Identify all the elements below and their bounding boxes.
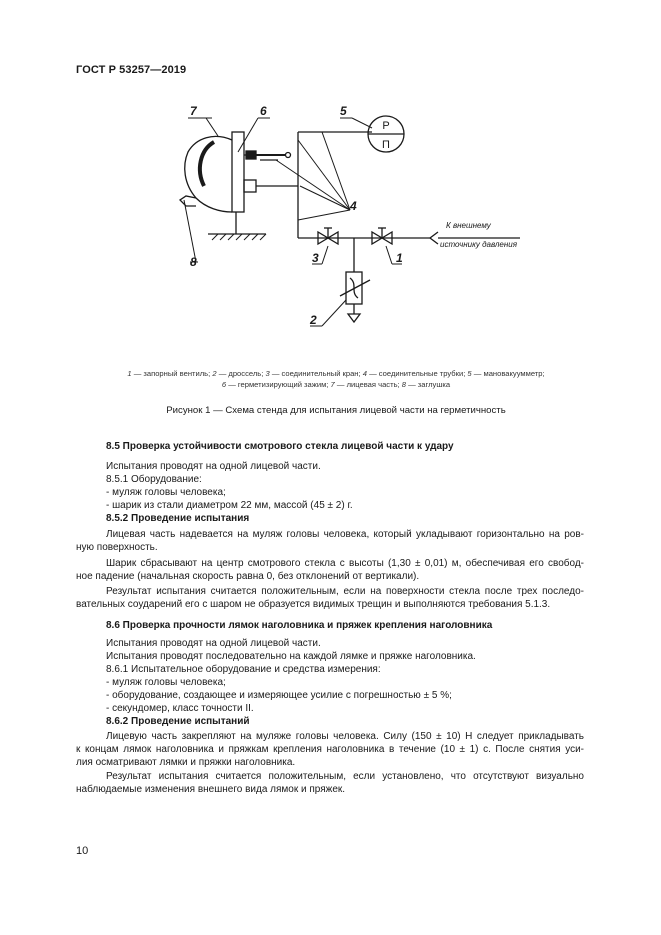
s86-p9a: Результат испытания считается положительным, если установлено, что отсутствуют визуально	[106, 771, 584, 782]
face-part-visor	[200, 142, 214, 186]
s86-p2: Испытания проводят последовательно на каждой лямке и пряжке наголовника.	[106, 651, 476, 662]
s86-p5: - оборудование, создающее и измеряющее усилие с погрешностью ± 5 %;	[106, 690, 452, 701]
s86-p1: Испытания проводят на одной лицевой части.	[106, 638, 321, 649]
label-8: 8	[190, 255, 197, 269]
page-number: 10	[76, 845, 89, 857]
label-2: 2	[310, 313, 317, 327]
label-7: 7	[190, 104, 197, 118]
s86-p6: - секундомер, класс точности II.	[106, 703, 254, 714]
source-label-2: источнику давления	[440, 240, 517, 249]
s86-subtitle: 8.6.2 Проведение испытаний	[106, 716, 250, 727]
label-6: 6	[260, 104, 267, 118]
s85-p2: 8.5.1 Оборудование:	[106, 474, 202, 485]
figure-legend-line-2: 6 — герметизирующий зажим; 7 — лицевая часть; 8 — заглушка	[221, 380, 451, 389]
s85-p8a: Результат испытания считается положительным, если на поверхности стекла после трех последо-	[106, 586, 584, 597]
section-8-6-title: 8.6 Проверка прочности лямок наголовника и пряжек крепления наголовника	[106, 620, 493, 631]
s85-p4: - шарик из стали диаметром 22 мм, массой (45 ± 2) г.	[106, 500, 353, 511]
section-8-5-title: 8.5 Проверка устойчивости смотрового стекла лицевой части к удару	[106, 441, 454, 452]
s85-p7b: ное падение (начальная скорость равна 0, без отклонений от вертикали).	[76, 571, 420, 582]
s85-p6b: ную поверхность.	[76, 542, 158, 553]
gauge-label-p: Р	[382, 120, 390, 132]
s86-p3: 8.6.1 Испытательное оборудование и средства измерения:	[106, 664, 381, 675]
gauge-label-pi: П	[382, 139, 390, 151]
s85-p8b: вательных соударений его с шаром не образуется видимых трещин и выполняются требования 5.1.3.	[76, 599, 551, 610]
s86-p4: - муляж головы человека;	[106, 677, 226, 688]
s85-p3: - муляж головы человека;	[106, 487, 226, 498]
s86-p8b: к концам лямок наголовника и пряжкам крепления наголовника в течение (10 ± 1) с. После снятия уси-	[76, 744, 584, 755]
document-header: ГОСТ Р 53257—2019	[76, 64, 187, 76]
s85-p1: Испытания проводят на одной лицевой части.	[106, 461, 321, 472]
s86-p8a: Лицевую часть закрепляют на муляже головы человека. Силу (150 ± 10) Н следует прикладывать	[106, 731, 584, 742]
s85-p7a: Шарик сбрасывают на центр смотрового стекла с высоты (1,30 ± 0,01) м, обеспечивая его свобод-	[106, 558, 584, 569]
s85-subtitle: 8.5.2 Проведение испытания	[106, 513, 250, 524]
label-4: 4	[350, 199, 357, 213]
label-3: 3	[312, 251, 319, 265]
figure-caption: Рисунок 1 — Схема стенда для испытания лицевой части на герметичность	[166, 405, 506, 416]
figure-legend-line-1: 1 — запорный вентиль; 2 — дроссель; 3 — соединительный кран; 4 — соединительные трубки; 5 — мановакуумметр;	[127, 369, 545, 378]
label-5: 5	[340, 104, 347, 118]
source-label-1: К внешнему	[446, 221, 491, 230]
s86-p9b: наблюдаемые изменения внешнего вида лямок и пряжек.	[76, 784, 346, 795]
s86-p8c: лия осматривают лямки и пряжки наголовника.	[76, 757, 296, 768]
test-bench-diagram	[0, 90, 661, 360]
label-1: 1	[396, 251, 403, 265]
s85-p6a: Лицевая часть надевается на муляж головы человека, который укладывают горизонтально на ров-	[106, 529, 584, 540]
